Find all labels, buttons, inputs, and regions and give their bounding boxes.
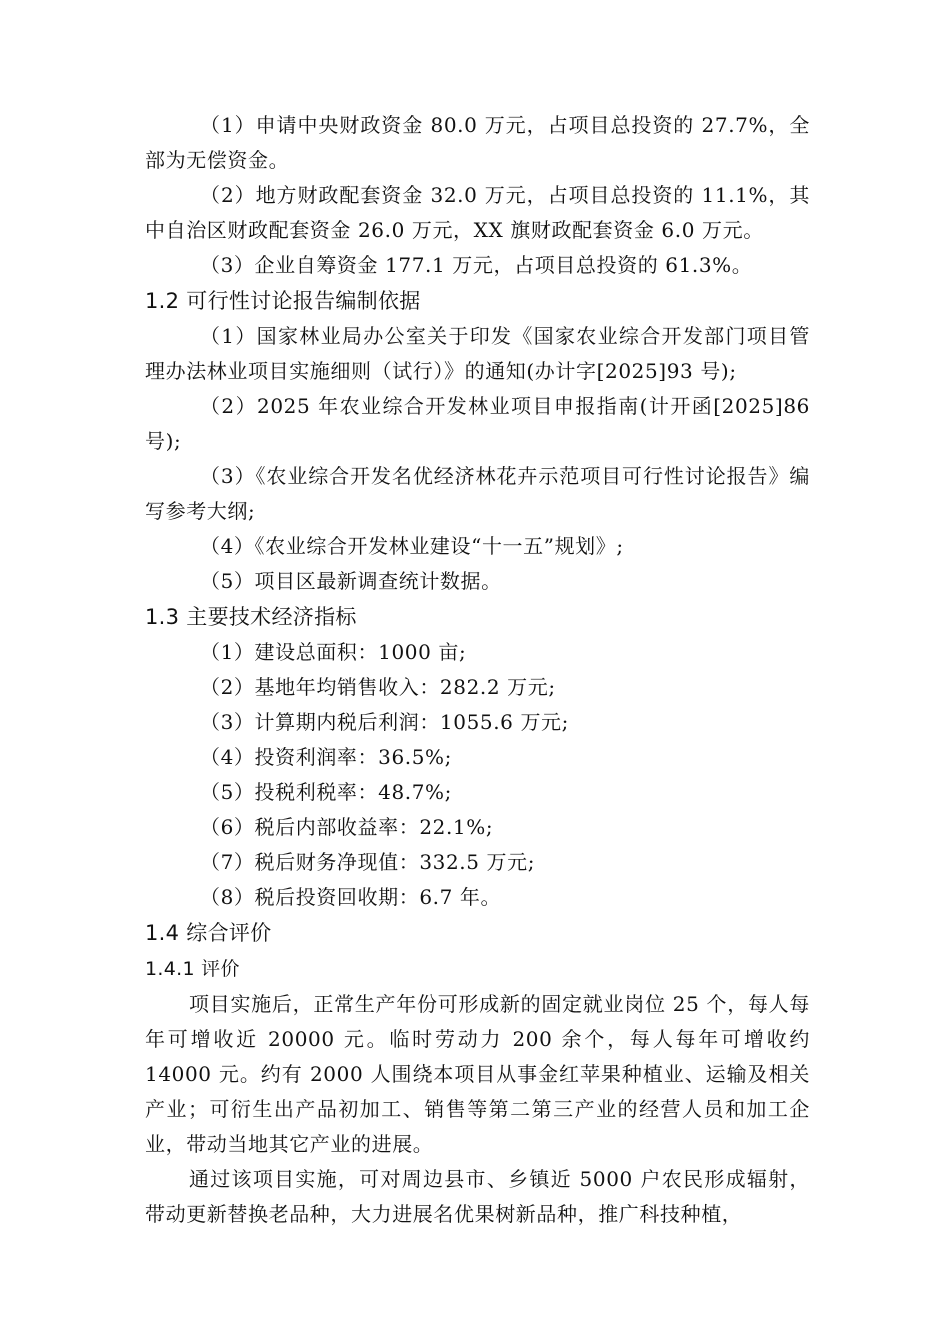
basis-item-3: （3）《农业综合开发名优经济林花卉示范项目可行性讨论报告》编写参考大纲; xyxy=(145,464,810,523)
basis-item-4: （4）《农业综合开发林业建设“十一五”规划》; xyxy=(200,534,624,558)
funding-item-1: （1）申请中央财政资金 80.0 万元，占项目总投资的 27.7%，全部为无偿资金。 xyxy=(145,113,810,172)
basis-item-5: （5）项目区最新调查统计数据。 xyxy=(200,569,502,593)
indicator-item-5: （5）投税利税率：48.7%; xyxy=(200,780,452,804)
indicator-item-1: （1）建设总面积：1000 亩; xyxy=(200,640,467,664)
basis-item-1: （1）国家林业局办公室关于印发《国家农业综合开发部门项目管理办法林业项目实施细则（试行）》的通知(办计字[2025]93 号); xyxy=(145,324,810,383)
indicator-item-4: （4）投资利润率：36.5%; xyxy=(200,745,452,769)
funding-item-2: （2）地方财政配套资金 32.0 万元，占项目总投资的 11.1%，其中自治区财政配套资金 26.0 万元，XX 旗财政配套资金 6.0 万元。 xyxy=(145,183,810,242)
indicator-item-8: （8）税后投资回收期：6.7 年。 xyxy=(200,885,502,909)
indicator-item-7: （7）税后财务净现值：332.5 万元; xyxy=(200,850,536,874)
section-heading-1-4: 1.4 综合评价 xyxy=(145,921,272,945)
indicator-item-2: （2）基地年均销售收入：282.2 万元; xyxy=(200,675,556,699)
section-heading-1-3: 1.3 主要技术经济指标 xyxy=(145,605,357,629)
subsection-heading-1-4-1: 1.4.1 评价 xyxy=(145,958,240,980)
page-content xyxy=(145,108,810,1232)
indicator-item-6: （6）税后内部收益率：22.1%; xyxy=(200,815,494,839)
indicator-item-3: （3）计算期内税后利润：1055.6 万元; xyxy=(200,710,570,734)
evaluation-paragraph-1: 项目实施后，正常生产年份可形成新的固定就业岗位 25 个，每人每年可增收近 20000 元。临时劳动力 200 余个，每人每年可增收约 14000 元。约有 2000 人围绕本项目从事金红苹果种植业、运输及相关产业；可衍生出产品初加工、销售等第二第三产业的经营人员和加工企业，带动当地其它产业的进展。 xyxy=(145,992,810,1156)
evaluation-paragraph-2: 通过该项目实施，可对周边县市、乡镇近 5000 户农民形成辐射，带动更新替换老品种，大力进展名优果树新品种，推广科技种植， xyxy=(145,1167,810,1226)
section-heading-1-2: 1.2 可行性讨论报告编制依据 xyxy=(145,289,421,313)
funding-item-3: （3）企业自筹资金 177.1 万元，占项目总投资的 61.3%。 xyxy=(200,253,753,277)
basis-item-2: （2）2025 年农业综合开发林业项目申报指南(计开函[2025]86 号); xyxy=(145,394,810,453)
